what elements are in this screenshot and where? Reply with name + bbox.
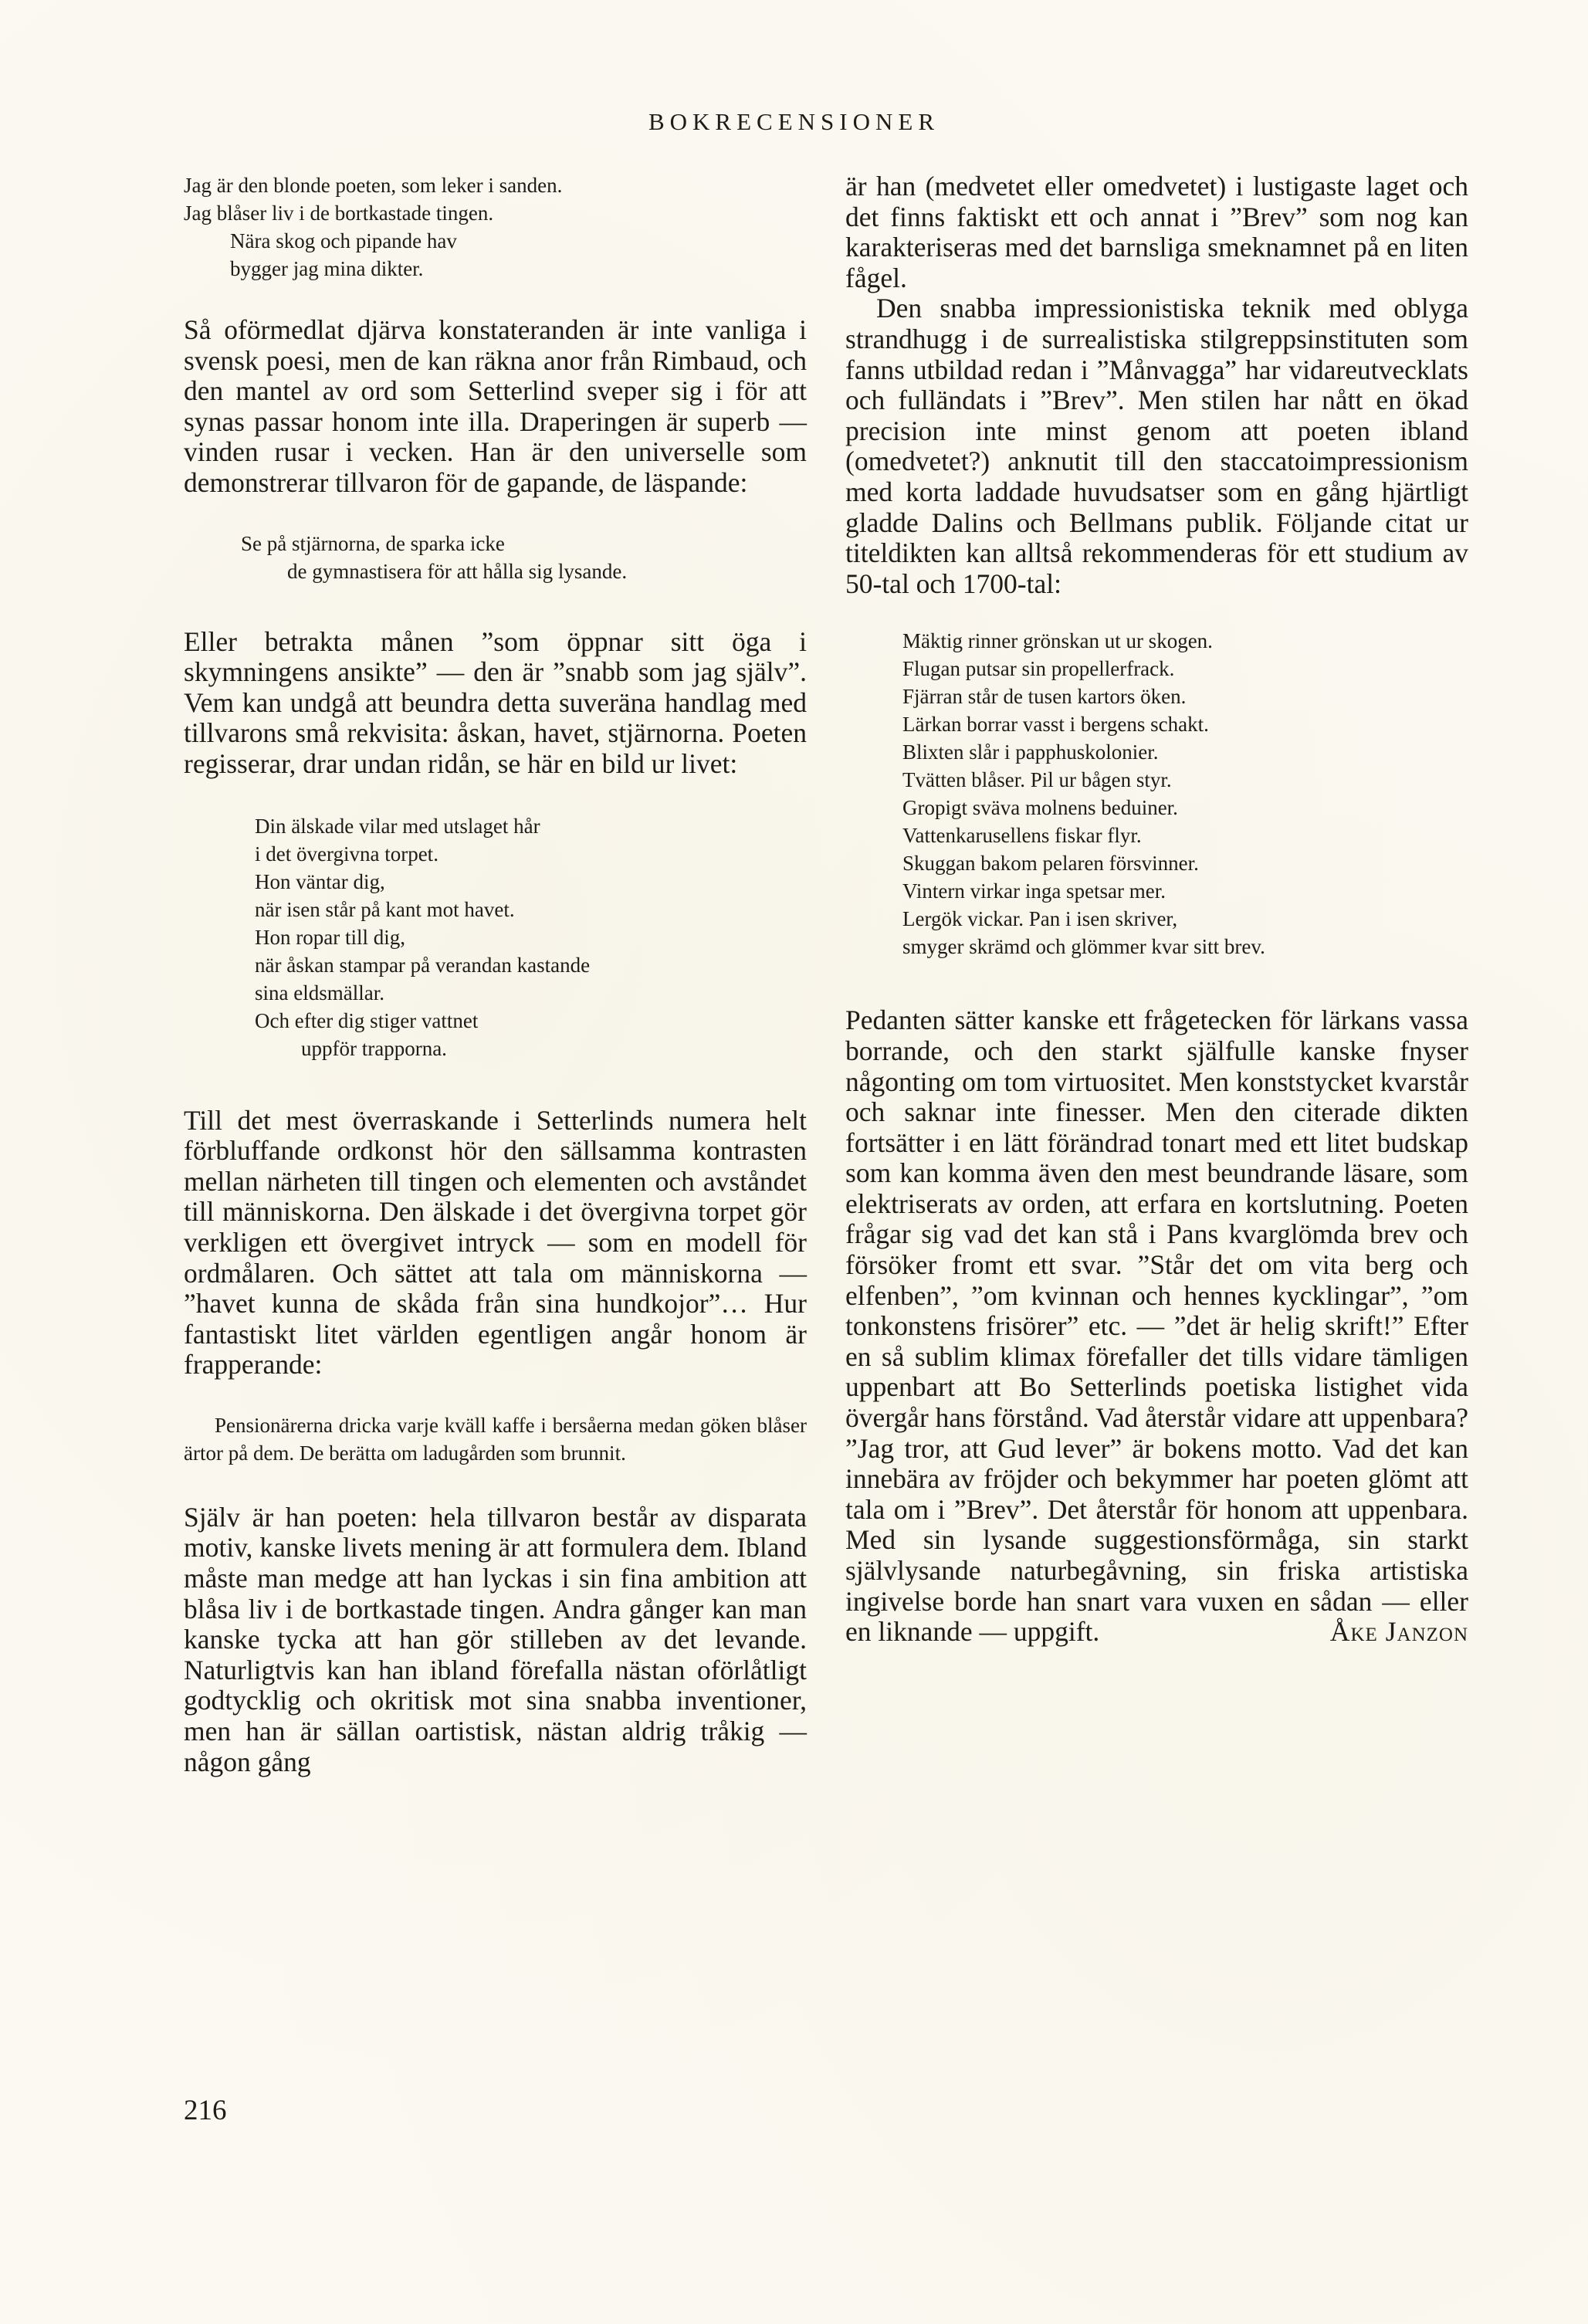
poem-line: Lergök vickar. Pan i isen skriver,	[902, 907, 1178, 931]
running-head: BOKRECENSIONER	[648, 108, 940, 135]
poem-line: Vattenkarusellens fiskar flyr.	[902, 824, 1142, 848]
right-column	[845, 171, 1468, 1648]
body-paragraph: Till det mest överraskande i Setterlinds numera helt förbluffande ordkonst hör den sällsamma kontrasten mellan närheten till tingen och elementen och avståndet till människorna. Den älskade i det övergivna torpet gör verkligen ett övergivet intryck — som en modell för ordmålaren. Och sättet att tala om människorna — ”havet kunna de skåda från sina hundkojor”… Hur fantastiskt litet världen egentligen angår honom är frapperande:	[184, 1104, 807, 1381]
epigraph-poem	[184, 171, 807, 283]
poem-line: Gropigt sväva molnens beduiner.	[902, 796, 1178, 820]
poem-line: Jag är den blonde poeten, som leker i sanden.	[184, 174, 563, 197]
poem-line: uppför trapporna.	[301, 1036, 447, 1060]
closing-text: Pedanten sätter kanske ett frågetecken för lärkans vassa borrande, och den starkt själfulle kanske fnyser någonting om tom virtuositet. Men konststycket kvarstår och saknar inte finesser. Men den citerade dikten fortsätter i en lätt förändrad tonart med ett litet budskap som kan komma även den mest beundrande läsare, som elektriserats av orden, att erfara en kortslutning. Poeten frågar sig vad det kan stå i Pans kvarglömda brev och försöker fromt ett svar. ”Står det om vita berg och elfenben”, ”om kvinnan och hennes kycklingar”, ”om tonkonstens frisörer” etc. — ”det är helig skrift!” Efter en så sublim klimax förefaller det tills vidare tämligen uppenbart att Bo Setterlinds poetiska listighet vida övergår hans förstånd. Vad återstår vidare att uppenbara? ”Jag tror, att Gud lever” är bokens motto. Vad det kan innebära av fröjder och bekymmer har poeten glömt att tala om i ”Brev”. Det återstår för honom att uppenbara. Med sin lysande suggestionsförmåga, sin starkt självlysande naturbegåvning, sin friska artistiska ingivelse borde han snart vara vuxen en sådan — eller en liknande — uppgift.	[845, 1004, 1468, 1648]
poem-line: när isen står på kant mot havet.	[255, 897, 515, 921]
poem-quote	[184, 812, 807, 1062]
body-paragraph: Så oförmedlat djärva konstateranden är inte vanliga i svensk poesi, men de kan räkna anor från Rimbaud, och den mantel av ord som Setterlind sveper sig i för att synas passar honom inte illa. Draperingen är superb — vinden rusar i vecken. Han är den universelle som demonstrerar tillvaron för de gapande, de läspande:	[184, 314, 807, 498]
poem-line: bygger jag mina dikter.	[230, 257, 424, 280]
poem-line: Mäktig rinner grönskan ut ur skogen.	[902, 629, 1213, 653]
poem-line: de gymnastisera för att hålla sig lysande.	[287, 559, 628, 583]
body-paragraph: Den snabba impressionistiska teknik med oblyga strandhugg i de surrealistiska stilgreppsinstituten som fanns utbildad redan i ”Månvagga” har vidareutvecklats och fulländats i ”Brev”. Men stilen har nått en ökad precision inte minst genom att poeten ibland (omedvetet?) anknutit till den staccatoimpressionism med korta laddade huvudsatser som en gång hjärtligt gladde Dalins och Bellmans publik. Följande citat ur titeldikten kan alltså rekommenderas för ett studium av 50-tal och 1700-tal:	[845, 293, 1468, 599]
page-number: 216	[184, 2095, 227, 2126]
poem-line: när åskan stampar på verandan kastande	[255, 953, 591, 977]
poem-line: Blixten slår i papphuskolonier.	[902, 740, 1159, 764]
poem-line: Din älskade vilar med utslaget hår	[255, 814, 540, 838]
prose-poem-text: Pensionärerna dricka varje kväll kaffe i bersåerna medan göken blåser ärtor på dem. De berätta om ladugården som brunnit.	[184, 1413, 807, 1465]
poem-quote	[845, 627, 1468, 960]
body-paragraph: Eller betrakta månen ”som öppnar sitt öga i skymningens ansikte” — den är ”snabb som jag själv”. Vem kan undgå att beundra detta suveräna handlag med tillvarons små rekvisita: åskan, havet, stjärnorna. Poeten regisserar, drar undan ridån, se här en bild ur livet:	[184, 625, 807, 779]
poem-line: sina eldsmällar.	[255, 981, 384, 1004]
poem-line: Skuggan bakom pelaren försvinner.	[902, 852, 1199, 876]
poem-line: Tvätten blåser. Pil ur bågen styr.	[902, 768, 1172, 792]
poem-line: Flugan putsar sin propellerfrack.	[902, 657, 1175, 681]
poem-line: smyger skrämd och glömmer kvar sitt brev.	[902, 935, 1265, 959]
poem-line: Jag blåser liv i de bortkastade tingen.	[184, 202, 494, 225]
poem-quote	[184, 530, 807, 585]
poem-line: Lärkan borrar vasst i bergens schakt.	[902, 713, 1209, 737]
poem-line: Hon ropar till dig,	[255, 925, 405, 949]
poem-line: Nära skog och pipande hav	[230, 229, 457, 252]
poem-line: Fjärran står de tusen kartors öken.	[902, 685, 1187, 709]
poem-line: Se på stjärnorna, de sparka icke	[241, 531, 505, 555]
body-paragraph: Själv är han poeten: hela tillvaron består av disparata motiv, kanske livets mening är att formulera dem. Ibland måste man medge att han lyckas i sin fina ambition att blåsa liv i de bortkastade tingen. Andra gånger kan man kanske tycka att han gör stilleben av det levande. Naturligtvis kan han ibland förefalla nästan oförlåtligt godtycklig och okritisk mot sina snabba inventioner, men han är sällan oartistisk, nästan aldrig tråkig — någon gång	[184, 1501, 807, 1777]
poem-line: Hon väntar dig,	[255, 869, 385, 893]
author-signature: Åke Janzon	[1329, 1616, 1468, 1648]
prose-poem-quote	[184, 1411, 807, 1467]
poem-line: Vintern virkar inga spetsar mer.	[902, 879, 1166, 903]
left-column	[184, 171, 807, 1777]
body-paragraph: är han (medvetet eller omedvetet) i lustigaste laget och det finns faktiskt ett och annat i ”Brev” som nog kan karakteriseras med det barnsliga smeknamnet på en liten fågel.	[845, 171, 1468, 293]
poem-line: i det övergivna torpet.	[255, 842, 438, 866]
poem-line: Och efter dig stiger vattnet	[255, 1008, 479, 1032]
body-paragraph	[845, 1005, 1468, 1647]
